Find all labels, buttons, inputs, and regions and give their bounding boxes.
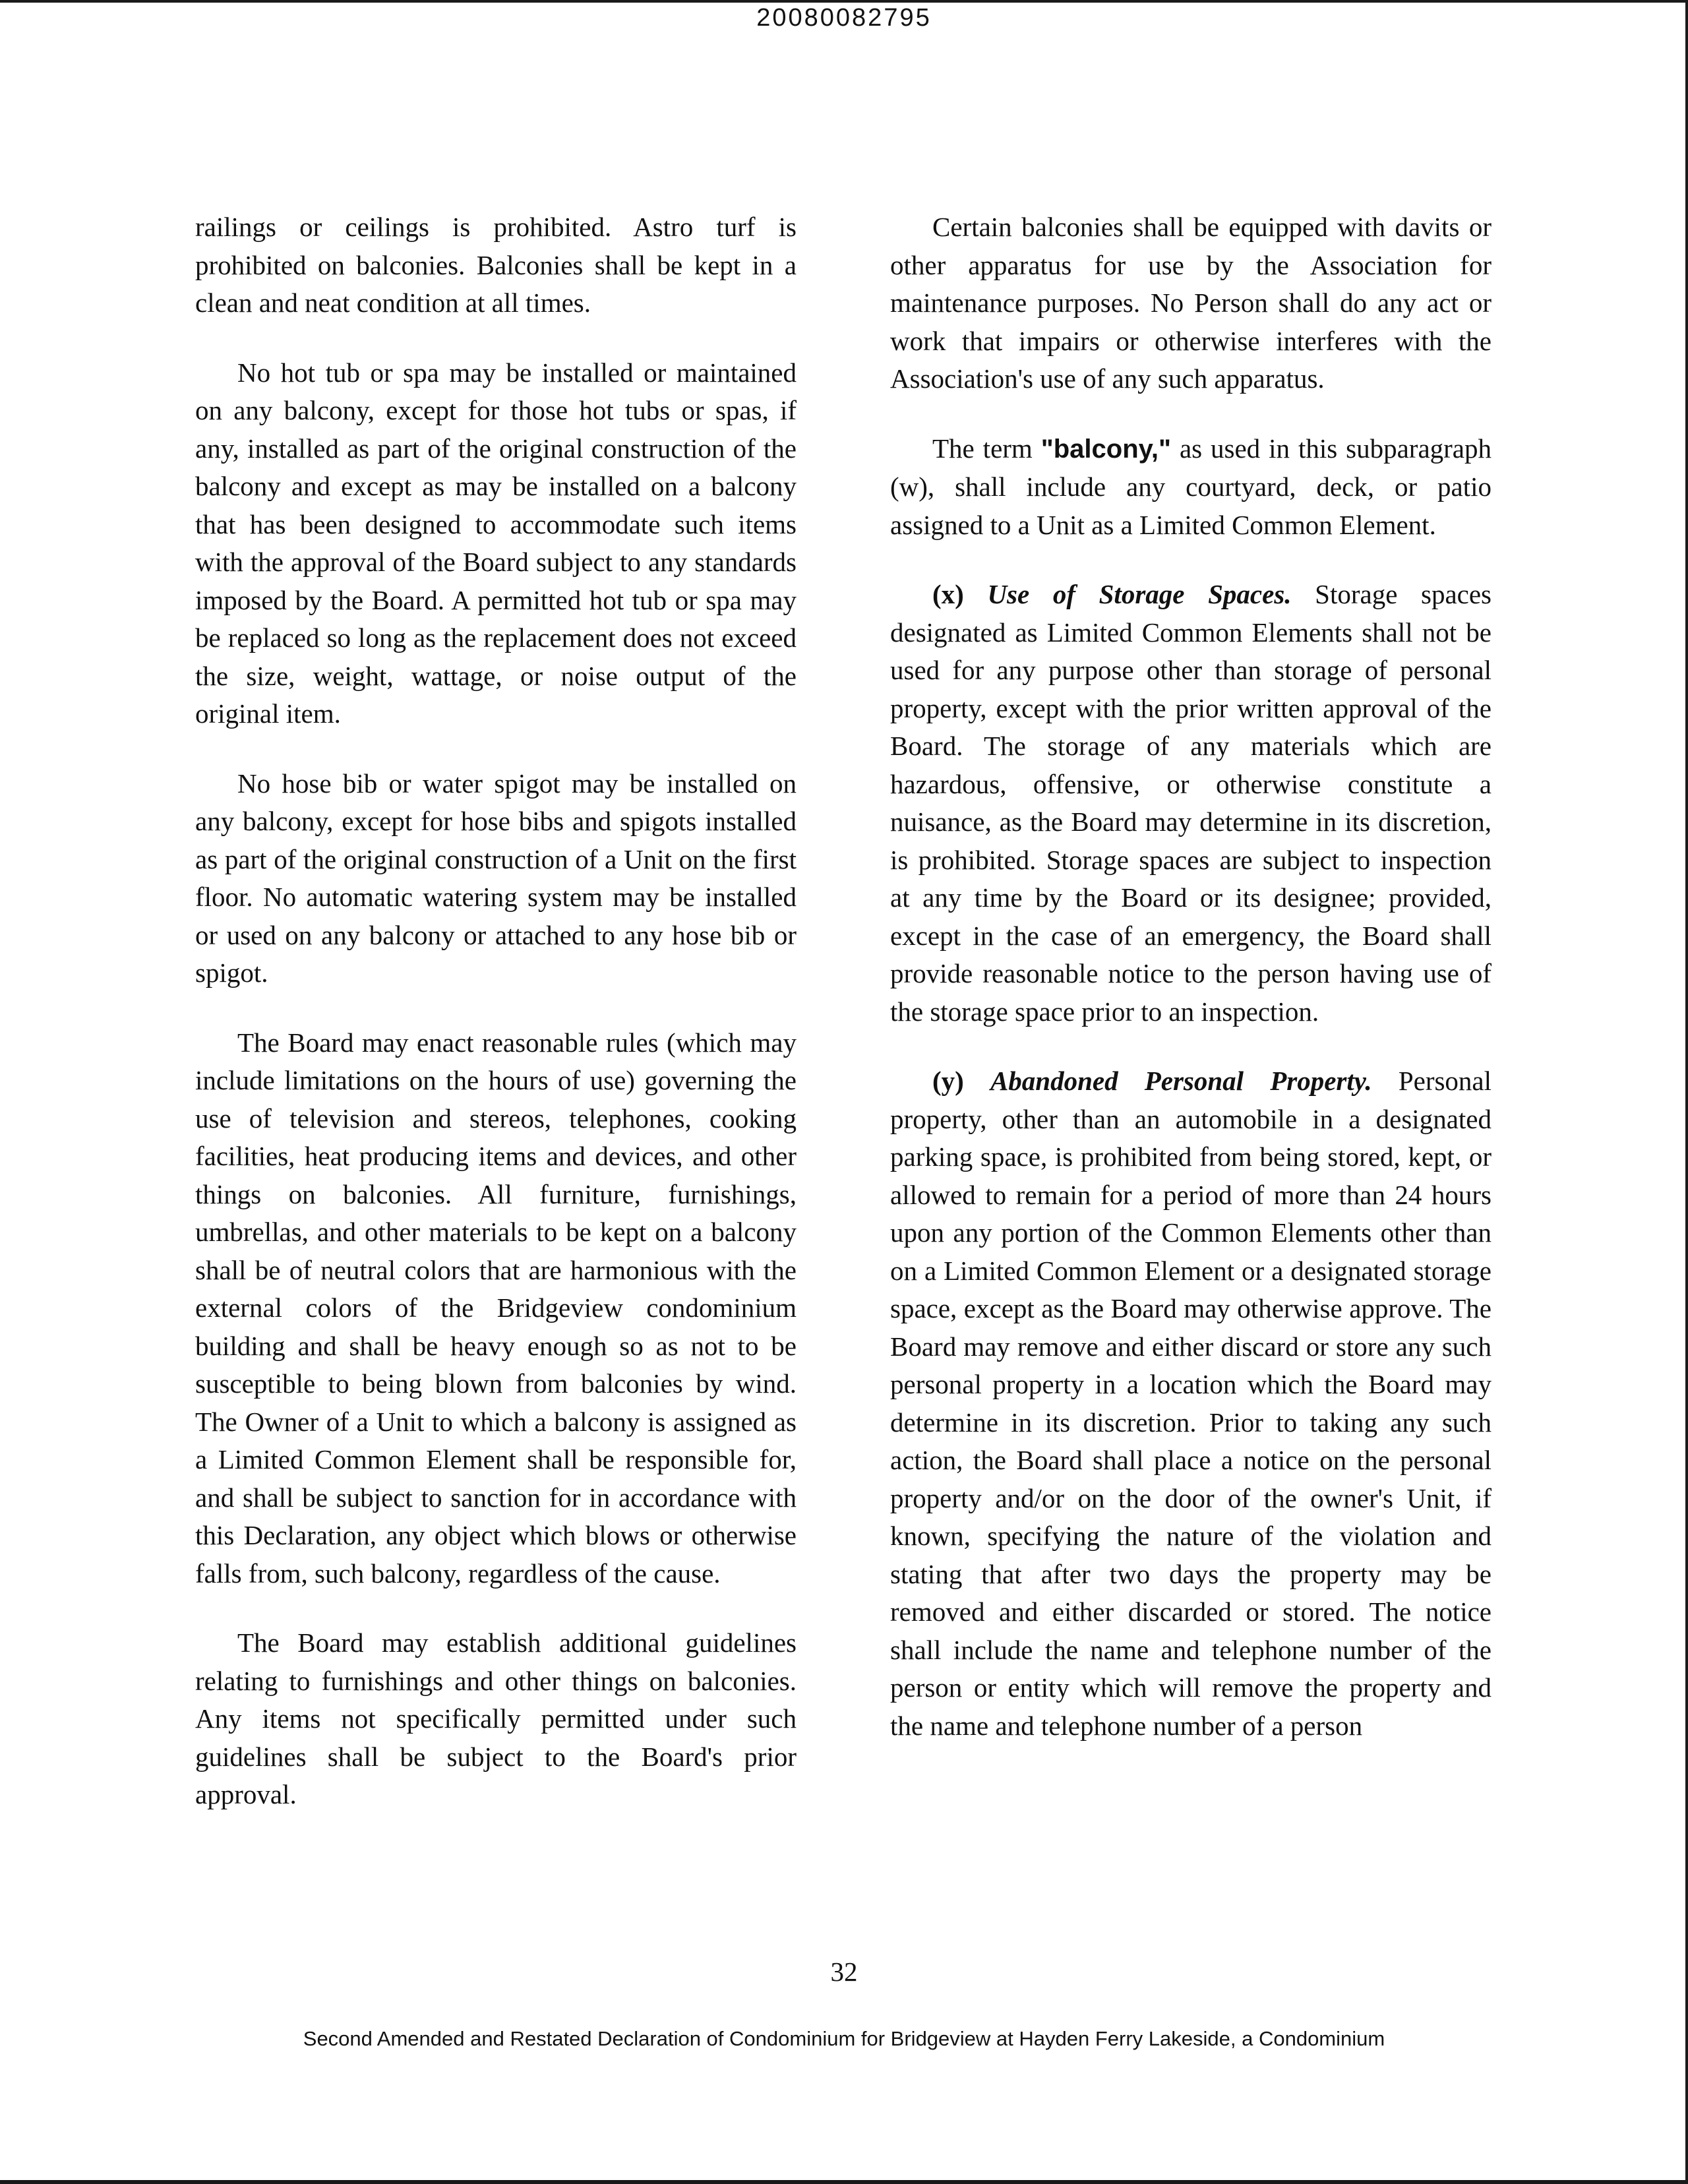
section-x-storage-spaces bbox=[890, 576, 1492, 1031]
balcony-term: "balcony," bbox=[1040, 434, 1171, 464]
top-border bbox=[0, 0, 1688, 3]
right-border bbox=[1685, 0, 1688, 2184]
section-y-title: Abandoned Personal Property. bbox=[990, 1066, 1372, 1096]
right-paragraph-2 bbox=[890, 430, 1492, 545]
balcony-definition: as used in this subparagraph (w), shall include any courtyard, deck, or patio assigned to a Unit as a Limited Common Element. bbox=[890, 433, 1492, 540]
section-y-body: Personal property, other than an automobile in a designated parking space, is prohibited from being stored, kept, or allowed to remain for a period of more than 24 hours upon any portion of the Common Elements other than on a Limited Common Element or a designated storage space, except as the Board may otherwise approve. The Board may remove and either discard or store any such personal property in a location which the Board may determine in its discretion. Prior to taking any such action, the Board shall place a notice on the personal property and/or on the door of the owner's Unit, if known, specifying the nature of the violation and stating that after two days the property may be removed and either discarded or stored. The notice shall include the name and telephone number of the person or entity which will remove the property and the name and telephone number of a person bbox=[890, 1066, 1492, 1741]
left-paragraph-5: The Board may establish additional guidelines relating to furnishings and other things on balconies. Any items not specifically permitted under such guidelines shall be subject to the Board's prior approval. bbox=[195, 1627, 797, 1809]
left-paragraph-1: railings or ceilings is prohibited. Astro turf is prohibited on balconies. Balconies shall be kept in a clean and neat condition at all times. bbox=[195, 212, 797, 318]
left-paragraph-3: No hose bib or water spigot may be installed on any balcony, except for hose bibs and spigots installed as part of the original construction of a Unit on the first floor. No automatic watering system may be installed or used on any balcony or attached to any hose bib or spigot. bbox=[195, 768, 797, 988]
section-y-label: (y) bbox=[932, 1066, 964, 1096]
section-x-body: Storage spaces designated as Limited Common Elements shall not be used for any purpose other than storage of personal property, except with the prior written approval of the Board. The storage of any materials which are hazardous, offensive, or otherwise constitute a nuisance, as the Board may determine in its discretion, is prohibited. Storage spaces are subject to inspection at any time by the Board or its designee; provided, except in the case of an emergency, the Board shall provide reasonable notice to the person having use of the storage space prior to an inspection. bbox=[890, 579, 1492, 1027]
document-number: 20080082795 bbox=[756, 4, 932, 32]
balcony-intro: The term bbox=[932, 433, 1041, 464]
bottom-border bbox=[0, 2180, 1688, 2184]
footer-document-title: Second Amended and Restated Declaration of Condominium for Bridgeview at Hayden Ferry Lakeside, a Condominium bbox=[303, 2027, 1385, 2050]
page-number: 32 bbox=[830, 1957, 858, 1987]
section-x-label: (x) bbox=[932, 579, 964, 609]
left-paragraph-4: The Board may enact reasonable rules (which may include limitations on the hours of use) governing the use of television and stereos, telephones, cooking facilities, heat producing items and devices, and other things on balconies. All furniture, furnishings, umbrellas, and other materials to be kept on a balcony shall be of neutral colors that are harmonious with the external colors of the Bridgeview condominium building and shall be heavy enough so as not to be susceptible to being blown from balconies by wind. The Owner of a Unit to which a balcony is assigned as a Limited Common Element shall be responsible for, and shall be subject to sanction for in accordance with this Declaration, any object which blows or otherwise falls from, such balcony, regardless of the cause. bbox=[195, 1027, 797, 1589]
right-column bbox=[890, 208, 1492, 1776]
section-y-abandoned-property bbox=[890, 1062, 1492, 1745]
section-x-title: Use of Storage Spaces. bbox=[987, 579, 1292, 609]
left-column bbox=[195, 208, 797, 1846]
right-paragraph-1: Certain balconies shall be equipped with davits or other apparatus for use by the Association for maintenance purposes. No Person shall do any act or work that impairs or otherwise interferes with the Association's use of any such apparatus. bbox=[890, 212, 1492, 394]
left-paragraph-2: No hot tub or spa may be installed or maintained on any balcony, except for those hot tubs or spas, if any, installed as part of the original construction of the balcony and except as may be installed on a balcony that has been designed to accommodate such items with the approval of the Board subject to any standards imposed by the Board. A permitted hot tub or spa may be replaced so long as the replacement does not exceed the size, weight, wattage, or noise output of the original item. bbox=[195, 357, 797, 729]
